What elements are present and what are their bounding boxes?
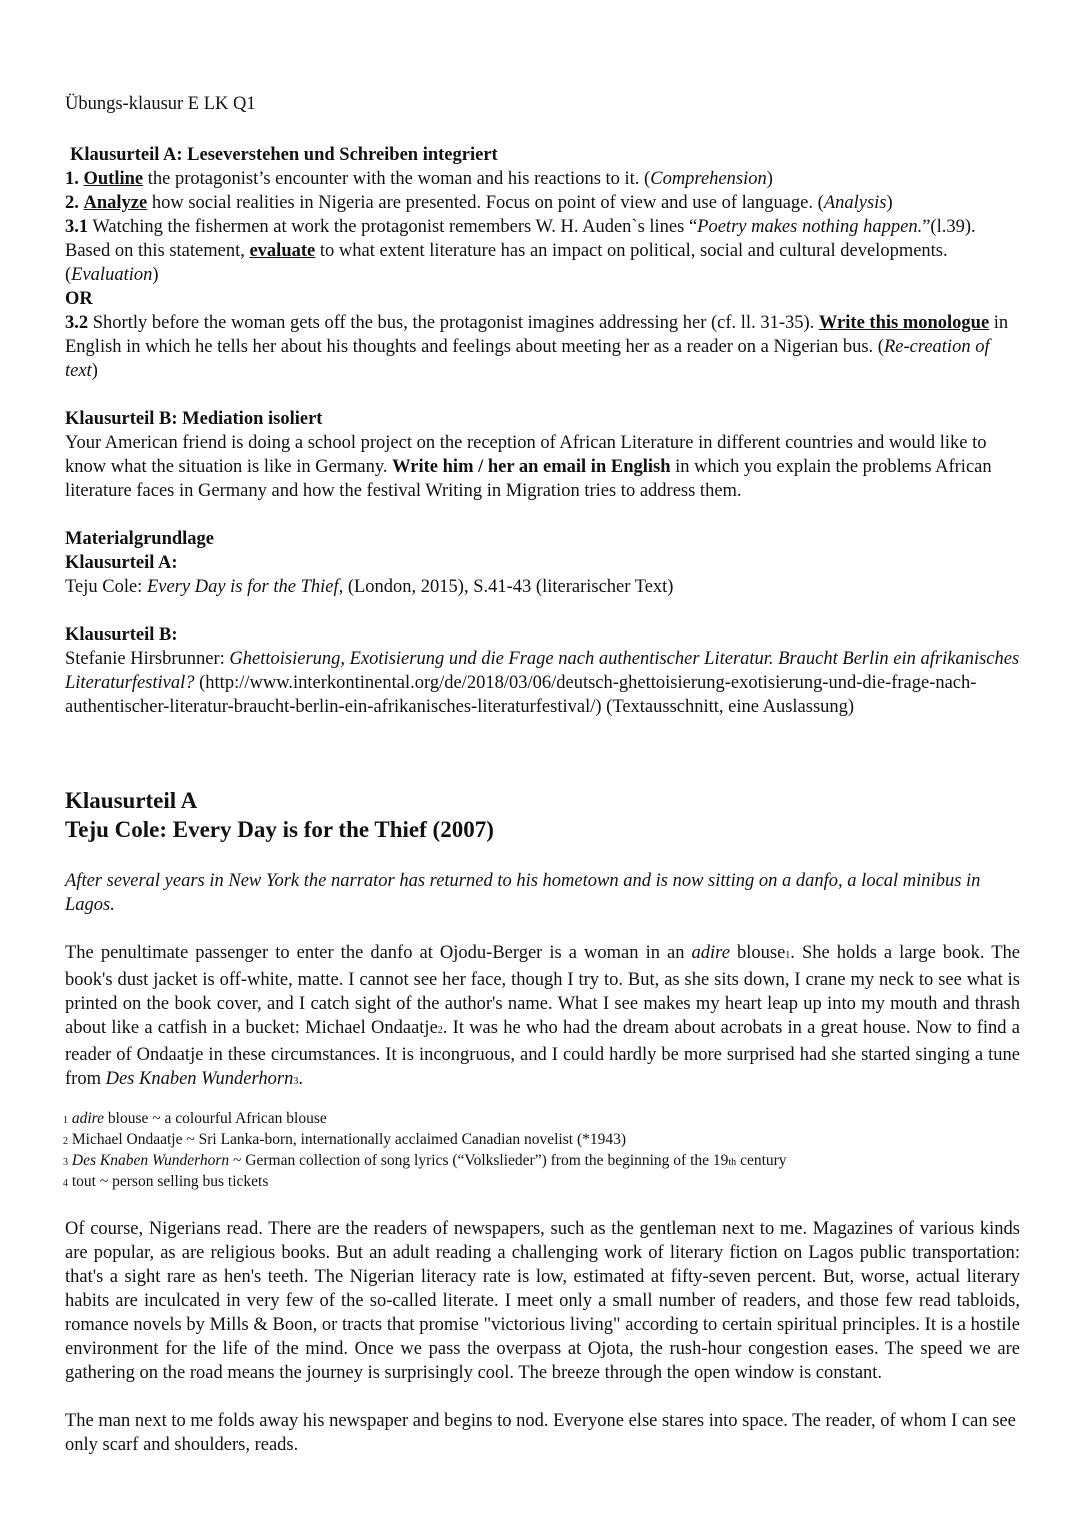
text-intro: After several years in New York the narrator has returned to his hometown and is now sitting on a danfo, a local minibus in Lagos. (65, 871, 981, 915)
p1-text-a: The penultimate passenger to enter the danfo at Ojodu-Berger is a woman in an (65, 943, 692, 963)
document-header: Übungs-klausur E LK Q1 (65, 94, 256, 114)
part-b-operator: Write him / her an email in English (392, 457, 671, 477)
task-3-1 (65, 215, 1020, 287)
footnote-3-number: 3 (63, 1157, 68, 1168)
task-3-1-operator: evaluate (249, 241, 316, 261)
footnote-ref-3: 3 (293, 1076, 299, 1087)
material-b-source (65, 647, 1020, 719)
section-a-title: Klausurteil A (65, 788, 198, 813)
p1-text-e: . (298, 1069, 303, 1089)
footnote-4 (63, 1171, 1018, 1195)
task-3-2-text-a: Shortly before the woman gets off the bus, the protagonist imagines addressing her (cf. ll. 31-35). (88, 313, 819, 333)
p1-text-c: . She holds a large book. The book's dust jacket is off-white, matte. I cannot see her face, though I try to. But, as she sits down, I crane my neck to see what is printed on the book cover, and I catch sight of the author's name. What I see makes my heart leap up into my mouth and thrash about like a catfish in a bucket: Michael Ondaatje (65, 943, 1020, 1038)
footnote-4-number: 4 (63, 1178, 68, 1189)
part-b-text-a: Your American friend is doing a school project on the reception of African Literature in different countries and would like to know what the situation is like in Germany. (65, 433, 987, 477)
part-b-task (65, 431, 1020, 503)
p1-text-b: blouse (729, 943, 786, 963)
task-1-text: the protagonist’s encounter with the woman and his reactions to it. ( (143, 169, 651, 189)
or-separator: OR (65, 289, 93, 309)
part-b-heading: Klausurteil B: Mediation isoliert (65, 409, 323, 429)
task-1 (65, 167, 1020, 191)
footnote-1-text: blouse ~ a colourful African blouse (104, 1110, 327, 1127)
footnote-3-th: th (728, 1157, 737, 1168)
p1-text-d: . It was he who had the dream about acrobats in a great house. Now to find a reader of Ondaatje in these circumstances. It is incongruous, and I could hardly be more surprised had she started singing a tune from (65, 1018, 1020, 1089)
task-3-2-operator: Write this monologue (818, 313, 990, 333)
task-2-text: how social realities in Nigeria are presented. Focus on point of view and use of language. ( (147, 193, 824, 213)
part-a-heading: Klausurteil A: Leseverstehen und Schreiben integriert (70, 145, 498, 165)
material-a-label: Klausurteil A: (65, 553, 178, 573)
p1-wunderhorn: Des Knaben Wunderhorn (105, 1069, 294, 1089)
task-2-tag: Analysis (823, 193, 887, 213)
task-2-number: 2. (65, 193, 79, 213)
material-b-rest: (http://www.interkontinental.org/de/2018/03/06/deutsch-ghettoisierung-exotisierung-und-die-frage-nach-authentischer-literatur-braucht-berlin-ein-afrikanisches-literaturfestival/) (Textausschnitt, eine Auslassung) (65, 673, 977, 717)
task-3-2-number: 3.2 (65, 313, 89, 333)
task-3-1-quote: Poetry makes nothing happen. (697, 217, 923, 237)
p1-adire: adire (691, 943, 730, 963)
task-1-number: 1. (65, 169, 79, 189)
footnote-3-end: century (736, 1152, 787, 1169)
task-3-1-text-b: ”(l.39). Based on this statement, (65, 217, 976, 261)
material-a-source (65, 575, 1020, 599)
footnote-3-term: Des Knaben Wunderhorn (71, 1152, 230, 1169)
material-a-rest: (London, 2015), S.41-43 (literarischer Text) (343, 577, 674, 597)
task-3-1-number: 3.1 (65, 217, 89, 237)
footnote-2-text: Michael Ondaatje ~ Sri Lanka-born, internationally acclaimed Canadian novelist (*1943) (71, 1131, 627, 1148)
footnote-ref-2: 2 (437, 1025, 443, 1036)
footnote-ref-1: 1 (785, 950, 791, 961)
task-3-2 (65, 311, 1020, 383)
task-3-1-tag: Evaluation (71, 265, 153, 285)
material-a-title: Every Day is for the Thief, (146, 577, 344, 597)
task-2-operator: Analyze (83, 193, 148, 213)
text-paragraph-1 (65, 941, 1020, 1094)
footnote-3 (63, 1150, 1018, 1174)
section-a-subtitle: Teju Cole: Every Day is for the Thief (2007) (65, 817, 494, 842)
footnote-1 (63, 1108, 1018, 1132)
task-1-operator: Outline (83, 169, 144, 189)
material-b-title: Ghettoisierung, Exotisierung und die Frage nach authentischer Literatur. Braucht Berlin ein afrikanisches Literaturfestival? (65, 649, 1020, 693)
task-3-2-tag: Re-creation of text (65, 337, 990, 381)
material-b-author: Stefanie Hirsbrunner: (65, 649, 230, 669)
footnote-4-text: tout ~ person selling bus tickets (71, 1173, 269, 1190)
part-b-text-b: in which you explain the problems African literature faces in Germany and how the festival Writing in Migration tries to address them. (65, 457, 992, 501)
footnote-1-number: 1 (63, 1115, 68, 1126)
material-a-author: Teju Cole: (65, 577, 147, 597)
task-3-2-end: ) (91, 361, 98, 381)
task-2-end: ) (886, 193, 893, 213)
material-heading: Materialgrundlage (65, 529, 215, 549)
task-3-2-text-b: in English in which he tells her about his thoughts and feelings about meeting her as a reader on a Nigerian bus. ( (65, 313, 1009, 357)
text-paragraph-2: Of course, Nigerians read. There are the readers of newspapers, such as the gentleman next to me. Magazines of various kinds are popular, as are religious books. But an adult reading a challenging work of literary fiction on Lagos public transportation: that's a sight rare as hen's teeth. The Nigerian literacy rate is low, estimated at fifty-seven percent. But, worse, actual literary habits are inculcated in very few of the so-called literate. I meet only a small number of readers, and those few read tabloids, romance novels by Mills & Boon, or tracts that promise "victorious living" according to certain spiritual principles. It is a hostile environment for the life of the mind. Once we pass the overpass at Ojota, the rush-hour congestion eases. The speed we are gathering on the road means the journey is surprisingly cool. The breeze through the open window is constant. (65, 1219, 1020, 1383)
footnote-2 (63, 1129, 1018, 1153)
task-3-1-text-c: to what extent literature has an impact on political, social and cultural developments. ( (65, 241, 948, 285)
task-2 (65, 191, 1020, 215)
task-1-tag: Comprehension (650, 169, 767, 189)
task-3-1-end: ) (152, 265, 159, 285)
footnote-1-term: adire (71, 1110, 105, 1127)
material-b-label: Klausurteil B: (65, 625, 178, 645)
task-1-end: ) (766, 169, 773, 189)
text-paragraph-3: The man next to me folds away his newspaper and begins to nod. Everyone else stares into space. The reader, of whom I can see only scarf and shoulders, reads. (65, 1411, 1016, 1455)
task-3-1-text-a: Watching the fishermen at work the protagonist remembers W. H. Auden`s lines “ (88, 217, 698, 237)
footnote-3-text: ~ German collection of song lyrics (“Volkslieder”) from the beginning of the 19 (229, 1152, 729, 1169)
footnote-2-number: 2 (63, 1136, 68, 1147)
